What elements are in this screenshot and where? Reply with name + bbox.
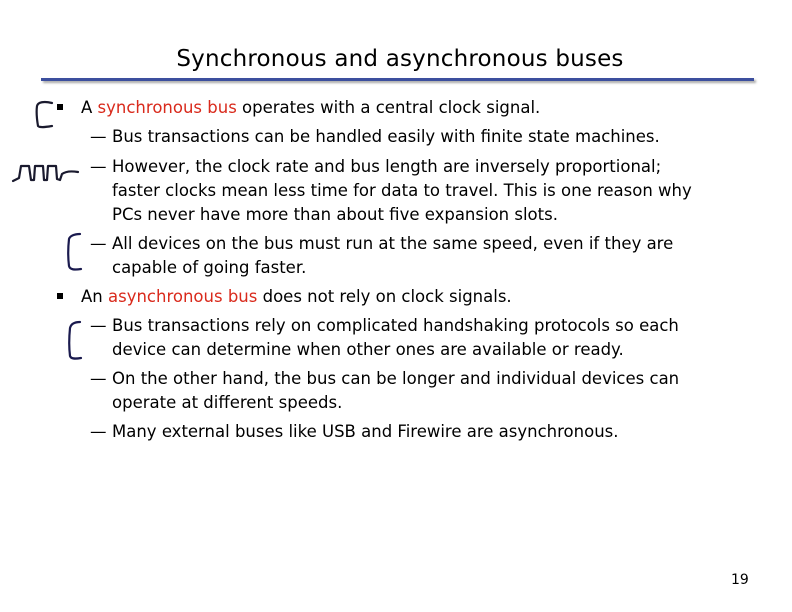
bullet-text-pre: An: [81, 287, 108, 306]
sub-dash: —: [90, 369, 107, 388]
sub-item-same-speed-line-2: capable of going faster.: [112, 258, 307, 277]
sub-item-clock-rate-line-2: faster clocks mean less time for data to travel. This is one reason why: [112, 181, 692, 200]
sub-item-clock-rate-line-1: However, the clock rate and bus length are inversely proportional;: [112, 157, 662, 176]
sub-dash: —: [90, 127, 107, 146]
page-number: 19: [731, 572, 749, 588]
bullet-text-post: does not rely on clock signals.: [257, 287, 512, 306]
bullet-marker: [57, 104, 63, 110]
term-synchronous-bus: synchronous bus: [97, 98, 237, 117]
bullet-text-pre: A: [81, 98, 98, 117]
sub-item-handshaking-line-2: device can determine when other ones are available or ready.: [112, 340, 624, 359]
sub-item-clock-rate-line-3: PCs never have more than about five expansion slots.: [112, 205, 558, 224]
sub-dash: —: [90, 316, 107, 335]
bullet-text-post: operates with a central clock signal.: [236, 98, 541, 117]
term-asynchronous-bus: asynchronous bus: [108, 287, 258, 306]
sub-item-longer-bus-line-2: operate at different speeds.: [112, 393, 343, 412]
sub-item-handshaking-line-1: Bus transactions rely on complicated handshaking protocols so each: [112, 316, 679, 335]
sub-item-same-speed-line-1: All devices on the bus must run at the same speed, even if they are: [112, 234, 674, 253]
sub-dash: —: [90, 157, 107, 176]
sub-item-longer-bus-line-1: On the other hand, the bus can be longer and individual devices can: [112, 369, 680, 388]
slide-title: Synchronous and asynchronous buses: [176, 46, 624, 72]
sub-dash: —: [90, 422, 107, 441]
bullet-synchronous: [81, 98, 540, 118]
sub-item-fsm: Bus transactions can be handled easily with finite state machines.: [112, 127, 660, 146]
bullet-asynchronous: [81, 287, 512, 307]
sub-dash: —: [90, 234, 107, 253]
bullet-marker: [57, 293, 63, 299]
sub-item-external-buses: Many external buses like USB and Firewire are asynchronous.: [112, 422, 619, 441]
